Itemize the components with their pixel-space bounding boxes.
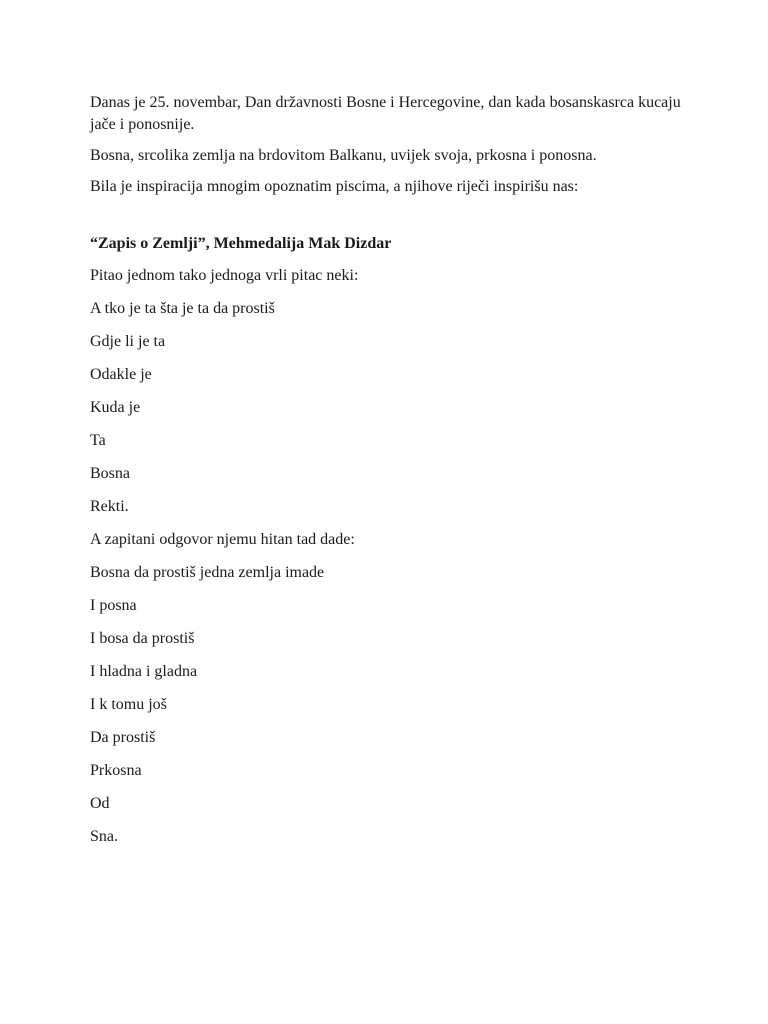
poem-line: A tko je ta šta je ta da prostiš [90, 300, 275, 317]
poem-line: I k tomu još [90, 696, 167, 713]
intro-paragraph: Danas je 25. novembar, Dan državnosti Bosne i Hercegovine, dan kada bosanskasrca kucaju jače i ponosnije. [90, 94, 681, 133]
poem-line: Rekti. [90, 498, 129, 515]
poem-line: I bosa da prostiš [90, 630, 195, 647]
poem-line: Prkosna [90, 762, 142, 779]
intro-section [90, 92, 690, 198]
poem-line: Sna. [90, 828, 118, 845]
intro-paragraph: Bosna, srcolika zemlja na brdovitom Balkanu, uvijek svoja, prkosna i ponosna. [90, 147, 597, 164]
poem-line: Bosna da prostiš jedna zemlja imade [90, 564, 325, 581]
poem-line: I hladna i gladna [90, 663, 198, 680]
poem-line: Odakle je [90, 366, 152, 383]
poem-line: Od [90, 795, 110, 812]
poem-title: “Zapis o Zemlji”, Mehmedalija Mak Dizdar [90, 235, 392, 252]
poem-line: Gdje li je ta [90, 333, 166, 350]
poem-line: Pitao jednom tako jednoga vrli pitac neki: [90, 267, 359, 284]
document-page [90, 92, 690, 858]
intro-paragraph: Bila je inspiracija mnogim opoznatim piscima, a njihove riječi inspirišu nas: [90, 178, 579, 195]
poem-line: Bosna [90, 465, 130, 482]
poem-line: I posna [90, 597, 137, 614]
poem-line: Da prostiš [90, 729, 156, 746]
poem-line: Kuda je [90, 399, 141, 416]
poem-line: Ta [90, 432, 106, 449]
poem-body [90, 264, 690, 858]
poem-line: A zapitani odgovor njemu hitan tad dade: [90, 531, 355, 548]
